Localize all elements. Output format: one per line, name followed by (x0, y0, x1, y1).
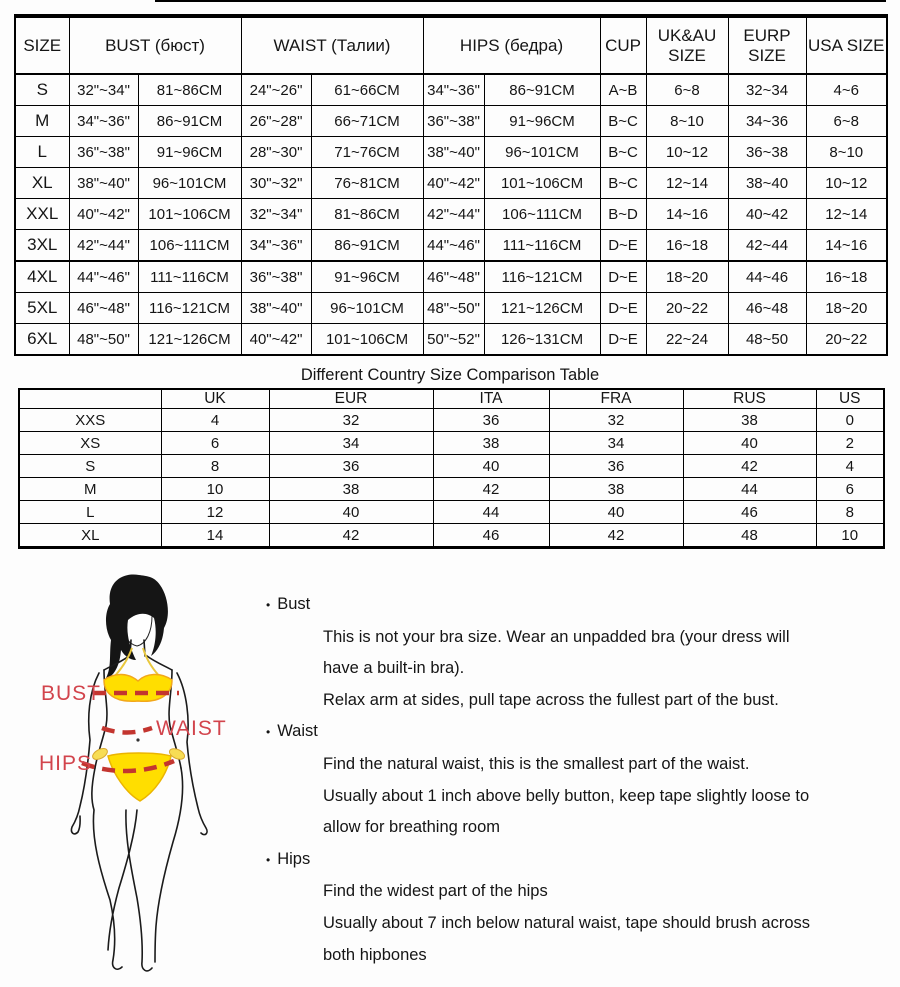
table-cell: 34"~36" (423, 74, 484, 106)
table-cell: 46"~48" (423, 261, 484, 293)
measurement-instructions (266, 589, 891, 971)
col-header-size: SIZE (15, 16, 69, 74)
table-cell: 36 (549, 455, 683, 478)
col-header-ukau: UK&AU SIZE (646, 16, 728, 74)
bikini-top (104, 674, 172, 701)
bullet-icon: • (266, 852, 271, 867)
table-cell: 101~106CM (138, 199, 241, 230)
table-cell: 32"~34" (241, 199, 311, 230)
table-cell: 86~91CM (311, 230, 423, 262)
figure-left-leg (92, 768, 122, 969)
table-cell: 10 (161, 478, 269, 501)
table-cell: 36"~38" (69, 137, 138, 168)
guide-text-line: have a built-in bra). (323, 659, 465, 678)
row-label: XL (15, 168, 69, 199)
table-cell: 18~20 (806, 293, 887, 324)
row-label: XS (19, 432, 161, 455)
table-cell: D~E (600, 230, 646, 262)
figure-belly-button (136, 738, 139, 741)
figure-right-leg (155, 768, 183, 962)
table-cell: D~E (600, 261, 646, 293)
table-cell: 38 (683, 409, 816, 432)
table-row (15, 324, 887, 356)
row-label: L (15, 137, 69, 168)
table-cell: 34 (269, 432, 433, 455)
table-cell: 16~18 (646, 230, 728, 262)
table-cell: 50"~52" (423, 324, 484, 356)
row-label: S (15, 74, 69, 106)
bullet-icon: • (266, 598, 271, 612)
table-cell: 38~40 (728, 168, 806, 199)
table-cell: 20~22 (806, 324, 887, 356)
table-row (19, 432, 884, 455)
table-cell: 96~101CM (311, 293, 423, 324)
row-label: 6XL (15, 324, 69, 356)
table-cell: 4 (161, 409, 269, 432)
table-cell: 40"~42" (241, 324, 311, 356)
table-cell: 2 (816, 432, 884, 455)
table-cell: 48~50 (728, 324, 806, 356)
table-cell: 42 (549, 524, 683, 548)
table-cell: 12~14 (646, 168, 728, 199)
table-cell: 40"~42" (423, 168, 484, 199)
table-cell: 44 (683, 478, 816, 501)
col-header-eur: EUR (269, 389, 433, 409)
table-cell: 14~16 (806, 230, 887, 262)
table-row (15, 293, 887, 324)
guide-section-title-bust (266, 589, 891, 622)
waist-label: WAIST (156, 717, 227, 740)
table-cell: 101~106CM (484, 168, 600, 199)
table-cell: 46 (433, 524, 549, 548)
guide-text-line: Relax arm at sides, pull tape across the fullest part of the bust. (323, 690, 779, 709)
table-cell: 38"~40" (69, 168, 138, 199)
table-cell: 34"~36" (69, 106, 138, 137)
bikini-bottom (108, 753, 171, 801)
table-row (15, 74, 887, 106)
table-cell: 14~16 (646, 199, 728, 230)
row-label: XL (19, 524, 161, 548)
row-label: 4XL (15, 261, 69, 293)
table-cell: 106~111CM (138, 230, 241, 262)
col-header-uk: UK (161, 389, 269, 409)
table-cell: 24"~26" (241, 74, 311, 106)
table-row (15, 137, 887, 168)
bust-label: BUST (41, 682, 102, 705)
table-cell: 8 (816, 501, 884, 524)
table-cell: 14 (161, 524, 269, 548)
table-cell: 18~20 (646, 261, 728, 293)
table-cell: 26"~28" (241, 106, 311, 137)
country-comparison-table (18, 388, 885, 549)
table-cell: 44"~46" (69, 261, 138, 293)
guide-section-label: Bust (277, 595, 311, 613)
table-cell: B~C (600, 106, 646, 137)
table-cell: 121~126CM (138, 324, 241, 356)
table-cell: 46~48 (728, 293, 806, 324)
table-cell: 10~12 (646, 137, 728, 168)
measurement-figure (25, 570, 255, 980)
table-cell: 6~8 (806, 106, 887, 137)
table-cell: 32"~34" (69, 74, 138, 106)
table-cell: 40"~42" (69, 199, 138, 230)
col-header-eurp: EURP SIZE (728, 16, 806, 74)
table-cell: 121~126CM (484, 293, 600, 324)
table-cell: 30"~32" (241, 168, 311, 199)
table-row (15, 230, 887, 262)
table-cell: 6~8 (646, 74, 728, 106)
row-label: M (19, 478, 161, 501)
row-label: S (19, 455, 161, 478)
col-header-rus: RUS (683, 389, 816, 409)
bikini-left-tie (91, 746, 109, 761)
guide-text-line: This is not your bra size. Wear an unpadded bra (your dress will (323, 627, 790, 646)
table-cell: 36 (269, 455, 433, 478)
table-cell: 38"~40" (241, 293, 311, 324)
table-cell: 61~66CM (311, 74, 423, 106)
body-sketch-illustration (25, 570, 255, 975)
table-cell: 42 (433, 478, 549, 501)
table-cell: 28"~30" (241, 137, 311, 168)
table-cell: 16~18 (806, 261, 887, 293)
table-cell: 86~91CM (484, 74, 600, 106)
top-crop-line (155, 0, 886, 2)
col-header-ita: ITA (433, 389, 549, 409)
table-cell: B~D (600, 199, 646, 230)
table-cell: 46 (683, 501, 816, 524)
table-cell: 116~121CM (484, 261, 600, 293)
table-cell: 8 (161, 455, 269, 478)
row-label: 3XL (15, 230, 69, 262)
table-cell: 40 (683, 432, 816, 455)
table-cell: 44 (433, 501, 549, 524)
table-cell: 42 (269, 524, 433, 548)
row-label: XXS (19, 409, 161, 432)
col-header-us: US (816, 389, 884, 409)
row-label: XXL (15, 199, 69, 230)
table-row (19, 524, 884, 548)
hips-label: HIPS (39, 752, 93, 775)
table-cell: 34~36 (728, 106, 806, 137)
table-row (19, 501, 884, 524)
table-cell: 48"~50" (423, 293, 484, 324)
col-header-waist: WAIST (Талии) (241, 16, 423, 74)
table-cell: 38 (269, 478, 433, 501)
table-cell: 44"~46" (423, 230, 484, 262)
table-row (19, 409, 884, 432)
table-cell: B~C (600, 137, 646, 168)
guide-text-line: Usually about 7 inch below natural waist, tape should brush across (323, 913, 811, 932)
guide-section-title-hips (266, 844, 891, 877)
guide-text-line: Find the widest part of the hips (323, 882, 548, 901)
table-cell: 36"~38" (241, 261, 311, 293)
table-cell: 40 (549, 501, 683, 524)
table-cell: 81~86CM (311, 199, 423, 230)
table-cell: 106~111CM (484, 199, 600, 230)
table-cell: 22~24 (646, 324, 728, 356)
table-row (19, 478, 884, 501)
table-cell: 10 (816, 524, 884, 548)
table-cell: 38 (433, 432, 549, 455)
table-cell: 34"~36" (241, 230, 311, 262)
guide-text-line: allow for breathing room (323, 818, 501, 837)
table-cell: 12 (161, 501, 269, 524)
table-cell: 38"~40" (423, 137, 484, 168)
col-header-cup: CUP (600, 16, 646, 74)
table-cell: B~C (600, 168, 646, 199)
table-cell: 96~101CM (138, 168, 241, 199)
table-cell: 20~22 (646, 293, 728, 324)
table-cell: 116~121CM (138, 293, 241, 324)
table-cell: 76~81CM (311, 168, 423, 199)
table-cell: 32~34 (728, 74, 806, 106)
guide-text-line: both hipbones (323, 945, 427, 964)
table-cell: 4 (816, 455, 884, 478)
table-cell: 6 (161, 432, 269, 455)
bullet-icon: • (266, 725, 271, 740)
comparison-header-row (19, 389, 884, 409)
guide-section-title-waist (266, 716, 891, 749)
table-cell: 91~96CM (311, 261, 423, 293)
table-cell: 36 (433, 409, 549, 432)
size-chart-header-row (15, 16, 887, 74)
guide-section-label: Hips (277, 849, 311, 868)
table-cell: 42"~44" (69, 230, 138, 262)
table-cell: 111~116CM (138, 261, 241, 293)
table-cell: 71~76CM (311, 137, 423, 168)
table-cell: 6 (816, 478, 884, 501)
guide-text-line: Usually about 1 inch above belly button, keep tape slightly loose to (323, 786, 810, 805)
comparison-table-title: Different Country Size Comparison Table (300, 366, 600, 384)
table-cell: 36~38 (728, 137, 806, 168)
table-cell: 36"~38" (423, 106, 484, 137)
table-cell: 46"~48" (69, 293, 138, 324)
table-cell: 40 (269, 501, 433, 524)
col-header-bust: BUST (бюст) (69, 16, 241, 74)
col-header-fra: FRA (549, 389, 683, 409)
table-cell: 32 (269, 409, 433, 432)
table-cell: 34 (549, 432, 683, 455)
table-row (19, 455, 884, 478)
guide-section-label: Waist (277, 722, 318, 741)
table-cell: 42~44 (728, 230, 806, 262)
row-label: M (15, 106, 69, 137)
table-cell: D~E (600, 324, 646, 356)
table-row (15, 106, 887, 137)
table-cell: 48 (683, 524, 816, 548)
row-label: 5XL (15, 293, 69, 324)
table-row (15, 168, 887, 199)
table-cell: 12~14 (806, 199, 887, 230)
table-cell: 8~10 (806, 137, 887, 168)
table-cell: 42 (683, 455, 816, 478)
row-label: L (19, 501, 161, 524)
table-cell: 44~46 (728, 261, 806, 293)
guide-text-line: Find the natural waist, this is the smallest part of the waist. (323, 754, 750, 773)
waist-dash-line (102, 728, 152, 733)
table-row (15, 199, 887, 230)
table-cell: 126~131CM (484, 324, 600, 356)
table-cell: 86~91CM (138, 106, 241, 137)
table-cell: 91~96CM (138, 137, 241, 168)
table-cell: 4~6 (806, 74, 887, 106)
table-cell: 81~86CM (138, 74, 241, 106)
table-cell: 66~71CM (311, 106, 423, 137)
table-cell: 38 (549, 478, 683, 501)
table-cell: 0 (816, 409, 884, 432)
table-cell: 8~10 (646, 106, 728, 137)
col-header-usa: USA SIZE (806, 16, 887, 74)
table-cell: 10~12 (806, 168, 887, 199)
table-cell: 101~106CM (311, 324, 423, 356)
table-cell: A~B (600, 74, 646, 106)
table-cell: 91~96CM (484, 106, 600, 137)
table-cell: 32 (549, 409, 683, 432)
table-cell: 111~116CM (484, 230, 600, 262)
table-row (15, 261, 887, 293)
table-cell: 40~42 (728, 199, 806, 230)
size-chart-table (14, 14, 888, 356)
table-cell: 48"~50" (69, 324, 138, 356)
table-cell: 40 (433, 455, 549, 478)
col-header-hips: HIPS (бедра) (423, 16, 600, 74)
table-cell: 42"~44" (423, 199, 484, 230)
table-cell: 96~101CM (484, 137, 600, 168)
col-header-blank (19, 389, 161, 409)
table-cell: D~E (600, 293, 646, 324)
